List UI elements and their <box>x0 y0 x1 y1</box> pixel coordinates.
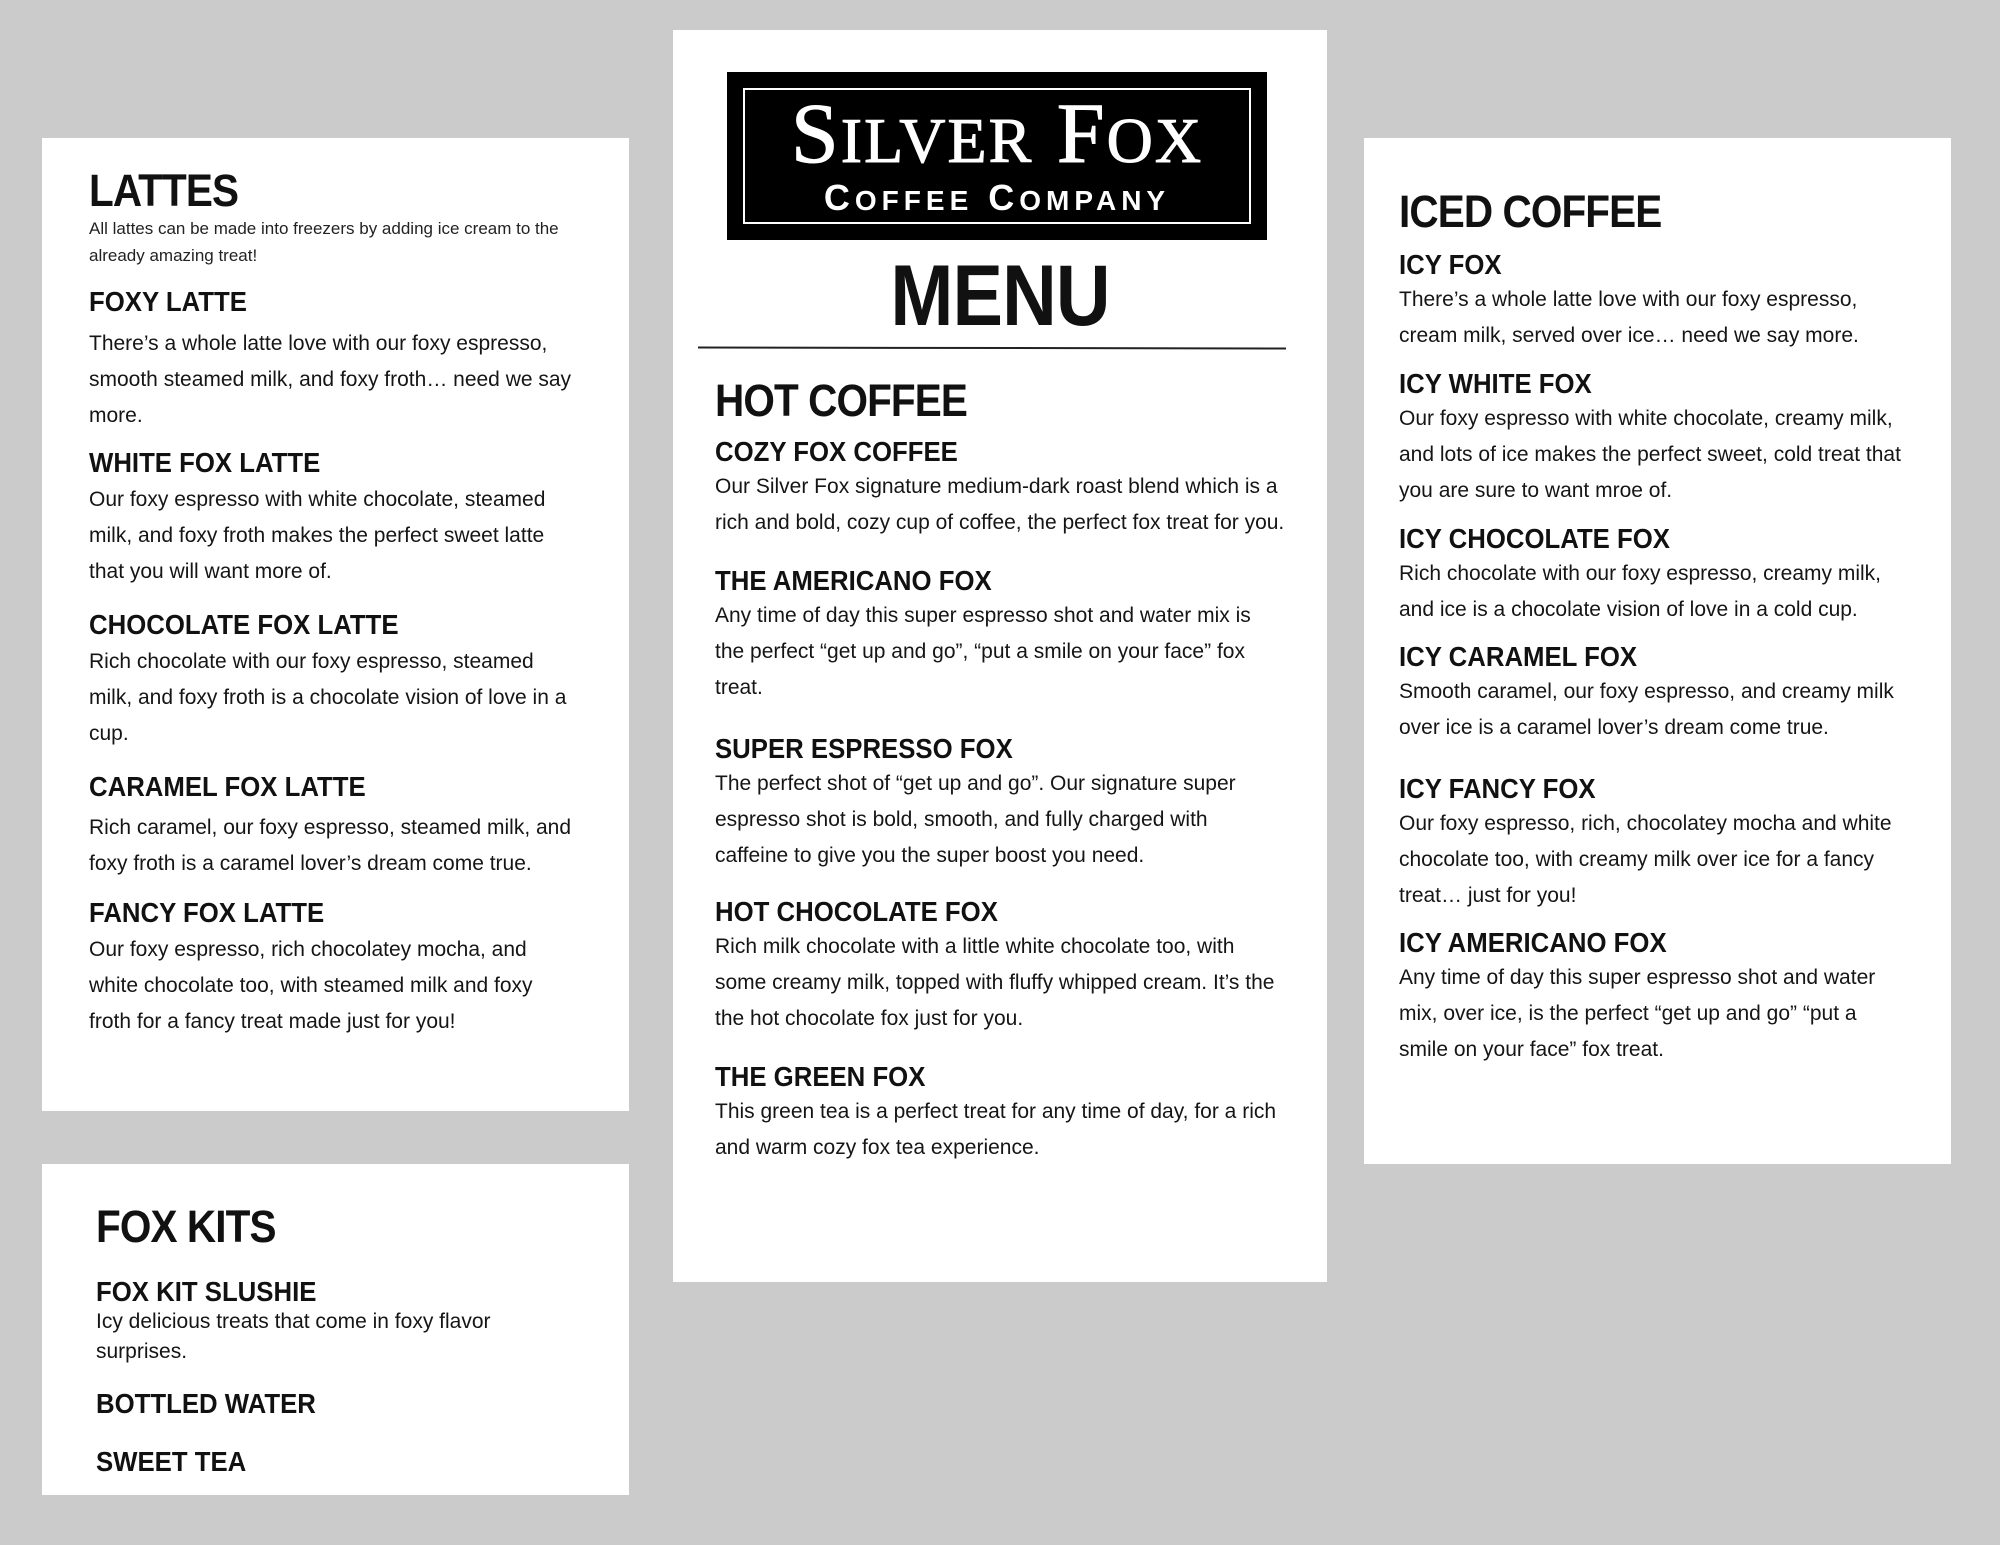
menu-item-name: HOT CHOCOLATE FOX <box>715 896 998 927</box>
hot-coffee-section <box>715 375 1295 1166</box>
menu-item-name: CARAMEL FOX LATTE <box>89 771 366 802</box>
menu-item-desc: Our foxy espresso with white chocolate, creamy milk, and lots of ice makes the perfect sweet, cold treat that you are sure to want mroe of. <box>1399 407 1901 502</box>
menu-item-desc: Rich chocolate with our foxy espresso, steamed milk, and foxy froth is a chocolate vision of love in a cup. <box>89 650 567 745</box>
silver-fox-logo <box>730 75 1264 237</box>
menu-item-desc: Our foxy espresso, rich chocolatey mocha, and white chocolate too, with steamed milk and foxy froth for a fancy treat made just for you! <box>89 938 533 1033</box>
menu-item-desc: Our foxy espresso, rich, chocolatey mocha and white chocolate too, with creamy milk over ice for a fancy treat… just for you! <box>1399 812 1892 907</box>
fox-kits-title: FOX KITS <box>96 1201 276 1252</box>
menu-item-name: BOTTLED WATER <box>96 1388 316 1419</box>
menu-item-name: SUPER ESPRESSO FOX <box>715 733 1013 764</box>
menu-item-name: THE AMERICANO FOX <box>715 565 992 596</box>
menu-item-desc: Rich caramel, our foxy espresso, steamed milk, and foxy froth is a caramel lover’s dream come true. <box>89 816 572 875</box>
menu-item-name: WHITE FOX LATTE <box>89 447 321 478</box>
lattes-title: LATTES <box>89 165 239 216</box>
menu-item-name: CHOCOLATE FOX LATTE <box>89 609 399 640</box>
main-menu-panel <box>673 30 1327 1282</box>
menu-item-name: ICY FANCY FOX <box>1399 773 1596 804</box>
menu-item-desc: Our Silver Fox signature medium-dark roast blend which is a rich and bold, cozy cup of coffee, the perfect fox treat for you. <box>715 475 1285 534</box>
menu-item-name: THE GREEN FOX <box>715 1061 926 1092</box>
fox-kits-panel <box>42 1164 629 1495</box>
menu-item-desc: There’s a whole latte love with our foxy espresso, smooth steamed milk, and foxy froth… need we say more. <box>89 332 572 427</box>
iced-coffee-title: ICED COFFEE <box>1399 186 1662 237</box>
menu-title: MENU <box>890 248 1110 344</box>
divider <box>698 346 1286 349</box>
menu-item-name: FOXY LATTE <box>89 286 247 317</box>
menu-item-name: ICY CARAMEL FOX <box>1399 641 1638 672</box>
logo-text-line1: SILVER FOX <box>790 85 1204 181</box>
menu-item-desc: There’s a whole latte love with our foxy espresso, cream milk, served over ice… need we say more. <box>1399 288 1859 347</box>
menu-item-desc: Smooth caramel, our foxy espresso, and creamy milk over ice is a caramel lover’s dream come true. <box>1399 680 1894 739</box>
menu-item-name: FOX KIT SLUSHIE <box>96 1276 317 1307</box>
menu-item-name: COZY FOX COFFEE <box>715 436 958 467</box>
menu-item-name: ICY AMERICANO FOX <box>1399 927 1667 958</box>
menu-item-desc: This green tea is a perfect treat for any time of day, for a rich and warm cozy fox tea experience. <box>715 1100 1277 1159</box>
lattes-note: All lattes can be made into freezers by adding ice cream to the already amazing treat! <box>89 219 559 265</box>
menu-item-desc: Any time of day this super espresso shot and water mix is the perfect “get up and go”, “put a smile on your face” fox treat. <box>715 604 1251 699</box>
menu-item-desc: Any time of day this super espresso shot and water mix, over ice, is the perfect “get up and go” “put a smile on your face” fox treat. <box>1399 966 1876 1061</box>
menu-item-desc: Rich milk chocolate with a little white chocolate too, with some creamy milk, topped with fluffy whipped cream. It’s the the hot chocolate fox just for you. <box>715 935 1275 1030</box>
menu-item-desc: The perfect shot of “get up and go”. Our signature super espresso shot is bold, smooth, and fully charged with caffeine to give you the super boost you need. <box>715 772 1236 867</box>
iced-coffee-panel <box>1364 138 1951 1164</box>
menu-item-desc: Rich chocolate with our foxy espresso, creamy milk, and ice is a chocolate vision of love in a cold cup. <box>1399 562 1882 621</box>
hot-coffee-title: HOT COFFEE <box>715 375 967 426</box>
menu-item-name: FANCY FOX LATTE <box>89 897 325 928</box>
menu-item-name: SWEET TEA <box>96 1446 247 1477</box>
menu-item-name: ICY WHITE FOX <box>1399 368 1592 399</box>
menu-item-desc: Icy delicious treats that come in foxy flavor surprises. <box>96 1310 491 1363</box>
lattes-panel <box>42 138 629 1111</box>
logo-text-line2: COFFEE COMPANY <box>823 177 1171 218</box>
menu-item-desc: Our foxy espresso with white chocolate, steamed milk, and foxy froth makes the perfect sweet latte that you will want more of. <box>89 488 546 583</box>
menu-item-name: ICY FOX <box>1399 249 1502 280</box>
menu-item-name: ICY CHOCOLATE FOX <box>1399 523 1670 554</box>
